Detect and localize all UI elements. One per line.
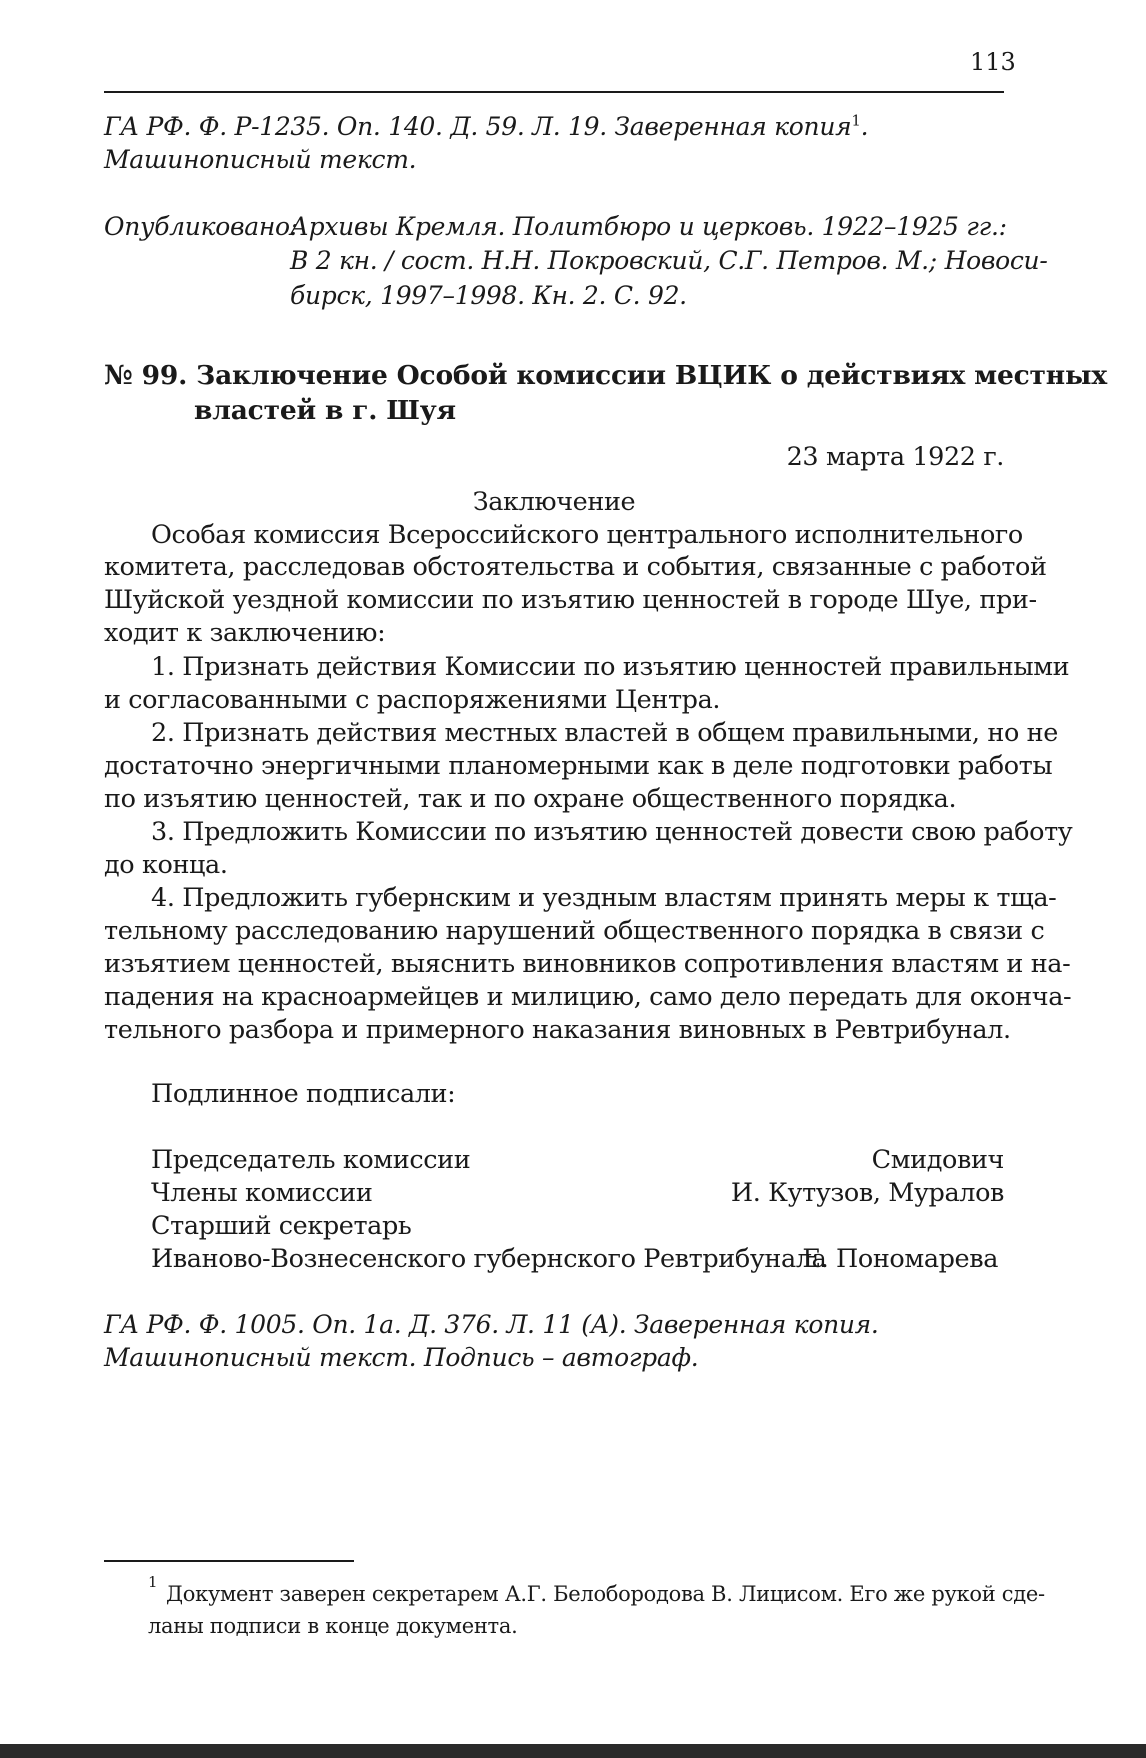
point-1-line: и согласованными с распоряжениями Центра. [104, 685, 721, 715]
intro-line: ходит к заключению: [104, 618, 386, 648]
point-3-line: до конца. [104, 850, 228, 880]
published-line1: Архивы Кремля. Политбюро и церковь. 1922–1925 гг.: [290, 212, 1007, 241]
signature-name: Е. Пономарева [802, 1244, 998, 1274]
footnote-line2: ланы подписи в конце документа. [148, 1614, 518, 1638]
header-rule [104, 91, 1004, 93]
signature-role: Старший секретарь [151, 1211, 412, 1241]
archive-ref-2-line2: Машинописный текст. Подпись – автограф. [104, 1343, 699, 1372]
archive-ref-1-line2: Машинописный текст. [104, 145, 417, 174]
published-label: Опубликовано: [104, 212, 298, 241]
archive-ref-1-end: . [860, 112, 869, 141]
footnote-mark [148, 1573, 158, 1600]
document-date: 23 марта 1922 г. [786, 442, 1004, 472]
footnote-number: 1 [148, 1573, 158, 1591]
point-2-line: достаточно энергичными планомерными как в деле подготовки работы [104, 751, 1053, 781]
document-heading-line2: властей в г. Шуя [194, 395, 456, 426]
published-line3: бирск, 1997–1998. Кн. 2. С. 92. [290, 281, 687, 310]
point-4-line: тельному расследованию нарушений общественного порядка в связи с [104, 916, 1045, 946]
signature-name: Смидович [871, 1145, 1004, 1175]
point-4-line: изъятием ценностей, выяснить виновников сопротивления властям и на- [104, 949, 1071, 979]
point-4-line: 4. Предложить губернским и уездным властям принять меры к тща- [151, 883, 1057, 913]
archive-ref-1-line1 [104, 112, 868, 141]
document-title: Заключение [472, 487, 636, 517]
point-4-line: тельного разбора и примерного наказания виновных в Ревтрибунал. [104, 1015, 1011, 1045]
published-line2: В 2 кн. / сост. Н.Н. Покровский, С.Г. Петров. М.; Новоси- [290, 246, 1048, 275]
footnote-rule [104, 1560, 354, 1562]
signature-role: Председатель комиссии [151, 1145, 471, 1175]
point-2-line: по изъятию ценностей, так и по охране общественного порядка. [104, 784, 957, 814]
signed-label: Подлинное подписали: [151, 1079, 456, 1109]
document-heading-line1: № 99. Заключение Особой комиссии ВЦИК о действиях местных [104, 360, 1107, 391]
intro-line: Особая комиссия Всероссийского центрального исполнительного [151, 520, 1023, 550]
archive-ref-1-text: ГА РФ. Ф. Р-1235. Оп. 140. Д. 59. Л. 19. Заверенная копия [104, 112, 852, 141]
signature-role: Члены комиссии [151, 1178, 373, 1208]
intro-line: комитета, расследовав обстоятельства и события, связанные с работой [104, 552, 1047, 582]
page-number: 113 [970, 48, 1016, 76]
signature-role: Иваново-Вознесенского губернского Ревтрибунала [151, 1244, 827, 1274]
point-1-line: 1. Признать действия Комиссии по изъятию ценностей правильными [151, 652, 1070, 682]
footnote-reference[interactable]: 1 [851, 111, 861, 130]
scan-edge [0, 1744, 1146, 1758]
point-3-line: 3. Предложить Комиссии по изъятию ценностей довести свою работу [151, 817, 1073, 847]
archive-ref-2-line1: ГА РФ. Ф. 1005. Оп. 1а. Д. 376. Л. 11 (А). Заверенная копия. [104, 1310, 879, 1339]
point-4-line: падения на красноармейцев и милицию, само дело передать для оконча- [104, 982, 1072, 1012]
point-2-line: 2. Признать действия местных властей в общем правильными, но не [151, 718, 1058, 748]
signature-name: И. Кутузов, Муралов [730, 1178, 1004, 1208]
intro-line: Шуйской уездной комиссии по изъятию ценностей в городе Шуе, при- [104, 585, 1037, 615]
footnote-line1: Документ заверен секретарем А.Г. Белобородова В. Лицисом. Его же рукой сде- [166, 1582, 1045, 1606]
